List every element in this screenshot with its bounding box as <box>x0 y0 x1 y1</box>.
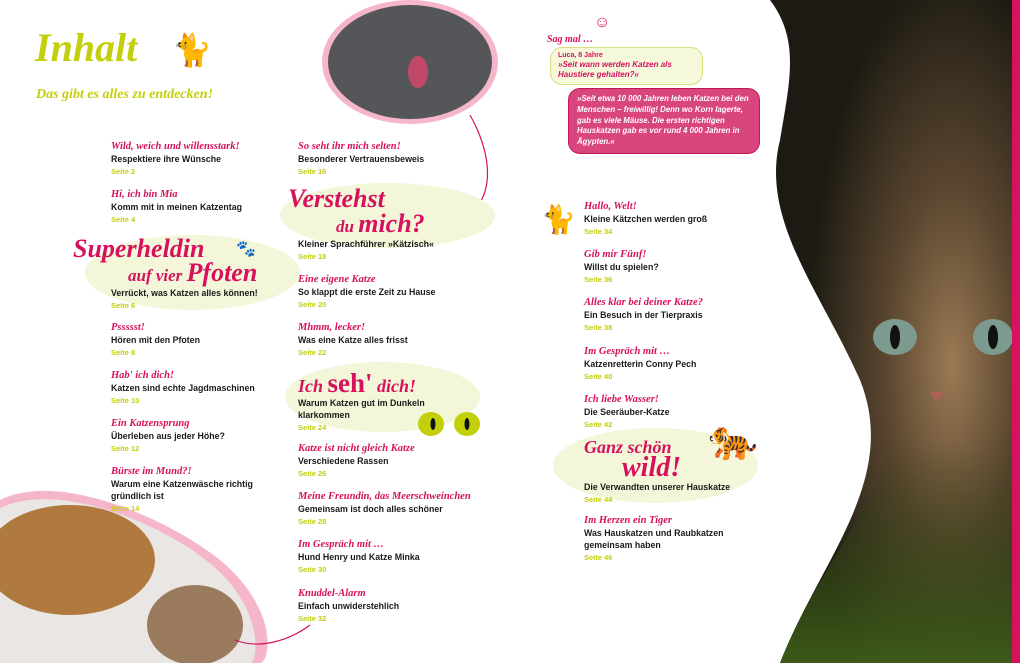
toc-entry[interactable] <box>298 588 478 625</box>
entry-page: Seite 22 <box>298 348 327 357</box>
toc-entry[interactable] <box>584 481 764 506</box>
entry-title: Knuddel-Alarm <box>298 588 366 599</box>
entry-page: Seite 18 <box>298 252 327 261</box>
section-heading: wild! <box>622 452 682 483</box>
toc-entry[interactable] <box>584 201 764 238</box>
toc-entry[interactable] <box>111 141 286 178</box>
entry-title: Mhmm, lecker! <box>298 322 366 333</box>
entry-subtitle: Warum eine Katzenwäsche richtig gründlich ist <box>111 479 253 501</box>
section-heading: auf vier <box>128 266 187 285</box>
toc-entry[interactable] <box>298 141 478 178</box>
section-heading: Verstehst <box>288 184 385 213</box>
entry-subtitle: Einfach unwiderstehlich <box>298 601 400 611</box>
entry-subtitle: Die Seeräuber-Katze <box>584 407 670 417</box>
entry-subtitle: Verrückt, was Katzen alles können! <box>111 288 258 298</box>
entry-subtitle: Was eine Katze alles frisst <box>298 335 408 345</box>
entry-title: Eine eigene Katze <box>298 274 376 285</box>
entry-page: Seite 16 <box>298 167 327 176</box>
entry-title: Wild, weich und willensstark! <box>111 141 240 152</box>
entry-title: Hallo, Welt! <box>584 201 637 212</box>
toc-entry[interactable] <box>111 189 286 226</box>
section-heading: dich! <box>372 376 417 396</box>
answer-text: »Seit etwa 10 000 Jahren leben Katzen bei den Menschen – freiwillig! Denn wo Korn lagerte, gab es viele Mäuse. Die ersten richtigen Hauskatzen gab es vor rund 4 000 Jahren in Ägypten.« <box>577 94 749 147</box>
entry-subtitle: Willst du spielen? <box>584 262 659 272</box>
question-author: Luca, 8 Jahre <box>558 52 603 59</box>
toc-entry[interactable] <box>584 394 764 431</box>
entry-subtitle: Respektiere ihre Wünsche <box>111 154 221 164</box>
entry-subtitle: Hören mit den Pfoten <box>111 335 200 345</box>
entry-title: So seht ihr mich selten! <box>298 141 401 152</box>
entry-subtitle: Die Verwandten unserer Hauskatze <box>584 482 731 492</box>
entry-subtitle: Was Hauskatzen und Raubkatzen gemeinsam haben <box>584 528 724 550</box>
section-heading: mich? <box>358 209 425 238</box>
entry-page: Seite 28 <box>298 517 327 526</box>
toc-entry[interactable] <box>584 249 764 286</box>
entry-page: Seite 40 <box>584 372 613 381</box>
section-heading: Superheldin <box>73 234 205 263</box>
entry-page: Seite 4 <box>111 215 136 224</box>
toc-entry[interactable] <box>298 491 478 528</box>
entry-subtitle: Komm mit in meinen Katzentag <box>111 202 242 212</box>
child-avatar-icon: ☺ <box>594 14 611 31</box>
entry-page: Seite 38 <box>584 323 613 332</box>
entry-title: Im Gespräch mit … <box>298 539 385 550</box>
cat-photo-yawning <box>328 5 492 119</box>
entry-title: Hab' ich dich! <box>111 370 175 381</box>
section-heading: Ganz schön <box>584 437 672 457</box>
toc-entry[interactable] <box>584 346 764 383</box>
toc-entry[interactable] <box>111 322 286 359</box>
entry-page: Seite 8 <box>111 348 136 357</box>
entry-subtitle: Katzen sind echte Jagdmaschinen <box>111 383 255 393</box>
entry-subtitle: Kleiner Sprachführer »Kätzisch« <box>298 239 434 249</box>
entry-subtitle: Ein Besuch in der Tierpraxis <box>584 310 703 320</box>
toc-entry[interactable] <box>298 322 478 359</box>
toc-entry[interactable] <box>298 397 438 434</box>
entry-page: Seite 6 <box>111 301 136 310</box>
kitten-silhouette-icon: 🐈 <box>541 204 576 235</box>
entry-subtitle: Überleben aus jeder Höhe? <box>111 431 225 441</box>
entry-title: Gib mir Fünf! <box>584 249 647 260</box>
entry-title: Im Gespräch mit … <box>584 346 671 357</box>
toc-entry[interactable] <box>298 539 478 576</box>
entry-title: Ich liebe Wasser! <box>584 394 659 405</box>
entry-subtitle: Warum Katzen gut im Dunkeln klarkommen <box>298 398 425 420</box>
section-heading: Pfoten <box>186 258 258 287</box>
paw-icon: 🐾 <box>236 241 256 258</box>
toc-entry[interactable] <box>584 297 764 334</box>
entry-title: Katze ist nicht gleich Katze <box>298 443 415 454</box>
toc-entry[interactable] <box>111 370 286 407</box>
entry-subtitle: Besonderer Vertrauensbeweis <box>298 154 425 164</box>
stretching-cat-icon: 🐈 <box>172 32 212 68</box>
toc-entry[interactable] <box>584 515 754 564</box>
entry-title: Ein Katzensprung <box>111 418 190 429</box>
entry-subtitle: Verschiedene Rassen <box>298 456 389 466</box>
entry-page: Seite 10 <box>111 396 140 405</box>
toc-entry[interactable] <box>298 274 478 311</box>
entry-subtitle: So klappt die erste Zeit zu Hause <box>298 287 436 297</box>
question-text: »Seit wann werden Katzen als Haustiere gehalten?« <box>558 60 672 79</box>
section-heading: Ich <box>298 376 328 396</box>
section-heading: du <box>336 217 359 236</box>
entry-page: Seite 14 <box>111 504 140 513</box>
entry-page: Seite 32 <box>298 614 327 623</box>
section-heading: seh' <box>327 368 373 398</box>
entry-subtitle: Katzenretterin Conny Pech <box>584 359 697 369</box>
entry-page: Seite 44 <box>584 495 613 504</box>
entry-page: Seite 2 <box>111 167 136 176</box>
answer-bubble <box>568 88 760 154</box>
entry-page: Seite 20 <box>298 300 327 309</box>
entry-title: Im Herzen ein Tiger <box>584 515 672 526</box>
entry-subtitle: Kleine Kätzchen werden groß <box>584 214 708 224</box>
toc-entry[interactable] <box>111 466 271 515</box>
question-bubble <box>550 47 703 85</box>
entry-page: Seite 46 <box>584 553 613 562</box>
entry-page: Seite 30 <box>298 565 327 574</box>
toc-entry[interactable] <box>298 443 478 480</box>
entry-page: Seite 12 <box>111 444 140 453</box>
sag-mal-label: Sag mal … <box>547 34 594 45</box>
entry-title: Pssssst! <box>111 322 145 333</box>
entry-page: Seite 42 <box>584 420 613 429</box>
page-subtitle: Das gibt es alles zu entdecken! <box>36 87 213 102</box>
page-title: Inhalt <box>35 25 138 70</box>
entry-title: Hi, ich bin Mia <box>111 189 178 200</box>
tiger-silhouette-icon: 🐅 <box>708 418 758 462</box>
toc-entry[interactable] <box>111 287 286 312</box>
entry-subtitle: Hund Henry und Katze Minka <box>298 552 420 562</box>
entry-title: Meine Freundin, das Meerschweinchen <box>298 491 471 502</box>
entry-title: Bürste im Mund?! <box>111 466 192 477</box>
entry-page: Seite 26 <box>298 469 327 478</box>
entry-page: Seite 36 <box>584 275 613 284</box>
toc-entry[interactable] <box>298 238 478 263</box>
toc-entry[interactable] <box>111 418 286 455</box>
entry-subtitle: Gemeinsam ist doch alles schöner <box>298 504 443 514</box>
entry-title: Alles klar bei deiner Katze? <box>584 297 703 308</box>
entry-page: Seite 24 <box>298 423 327 432</box>
entry-page: Seite 34 <box>584 227 613 236</box>
